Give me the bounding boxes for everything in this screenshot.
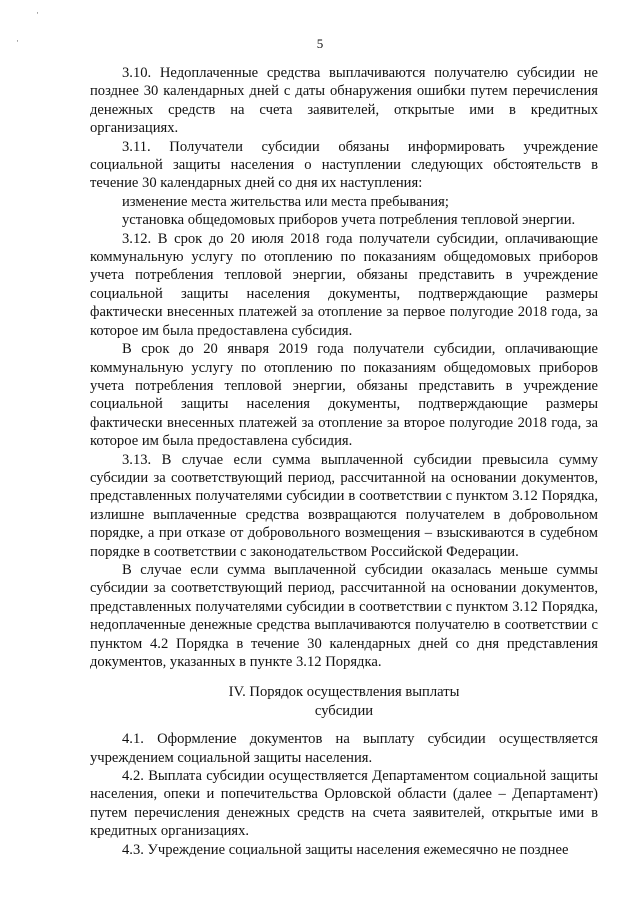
- section-title: [90, 683, 598, 720]
- section-title-line-2: субсидии: [314, 702, 374, 719]
- paragraph-3-11: 3.11. Получатели субсидии обязаны информировать учреждение социальной защиты населения о наступлении следующих обстоятельств в течение 30 календарных дней со дня их наступления:: [90, 138, 598, 192]
- paragraph-3-12: 3.12. В срок до 20 июля 2018 года получатели субсидии, оплачивающие коммунальную услугу по отоплению по показаниям общедомовых приборов учета потребления тепловой энергии, обязаны представить в учреждение социальной защиты населения документы, подтверждающие размеры фактически внесенных платежей за отопление за первое полугодие 2018 года, за которое им была предоставлена субсидия.: [90, 230, 598, 339]
- scan-speck: ·: [16, 36, 19, 46]
- paragraph-3-10: 3.10. Недоплаченные средства выплачиваются получателю субсидии не позднее 30 календарных дней с даты обнаружения ошибки путем перечисления денежных средств на счета заявителей, открытые ими в кредитных организациях.: [90, 65, 598, 137]
- page-number: 5: [316, 36, 324, 51]
- paragraph-3-12-second: В срок до 20 января 2019 года получатели субсидии, оплачивающие коммунальную услугу по отоплению по показаниям общедомовых приборов учета потребления тепловой энергии, обязаны представить в учреждение социальной защиты населения документы, подтверждающие размеры фактически внесенных платежей за отопление за второе полугодие 2018 года, за которое им была предоставлена субсидия.: [90, 341, 598, 450]
- paragraph-4-2: 4.2. Выплата субсидии осуществляется Департаментом социальной защиты населения, опеки и попечительства Орловской области (далее – Департамент) путем перечисления денежных средств на счета заявителей, открытые ими в кредитных организациях.: [90, 768, 598, 840]
- paragraph-4-3: 4.3. Учреждение социальной защиты населения ежемесячно не позднее: [122, 841, 569, 858]
- paragraph-4-1: 4.1. Оформление документов на выплату субсидии осуществляется учреждением социальной защиты населения.: [90, 731, 598, 766]
- paragraph-3-11-item-2: установка общедомовых приборов учета потребления тепловой энергии.: [122, 212, 576, 229]
- paragraph-3-13: 3.13. В случае если сумма выплаченной субсидии превысила сумму субсидии за соответствующий период, рассчитанной на основании документов, представленных получателями субсидии в соответствии с пунктом 3.12 Порядка, излишне выплаченные средства возвращаются получателем в добровольном порядке, а при отказе от добровольного возмещения – взыскиваются в судебном порядке в соответствии с законодательством Российской Федерации.: [90, 451, 598, 560]
- section-title-line-1: IV. Порядок осуществления выплаты: [228, 684, 460, 701]
- document-body: [90, 64, 598, 859]
- paragraph-3-11-item-1: изменение места жительства или места пребывания;: [122, 193, 449, 210]
- paragraph-3-13-second: В случае если сумма выплаченной субсидии оказалась меньше суммы субсидии за соответствующий период, рассчитанной на основании документов, представленных получателями субсидии в соответствии с пунктом 3.12 Порядка, недоплаченные денежные средства выплачиваются получателю в соответствии с пунктом 4.2 Порядка в течение 30 календарных дней со дня представления документов, указанных в пункте 3.12 Порядка.: [90, 561, 598, 670]
- scan-speck: ·: [36, 8, 39, 18]
